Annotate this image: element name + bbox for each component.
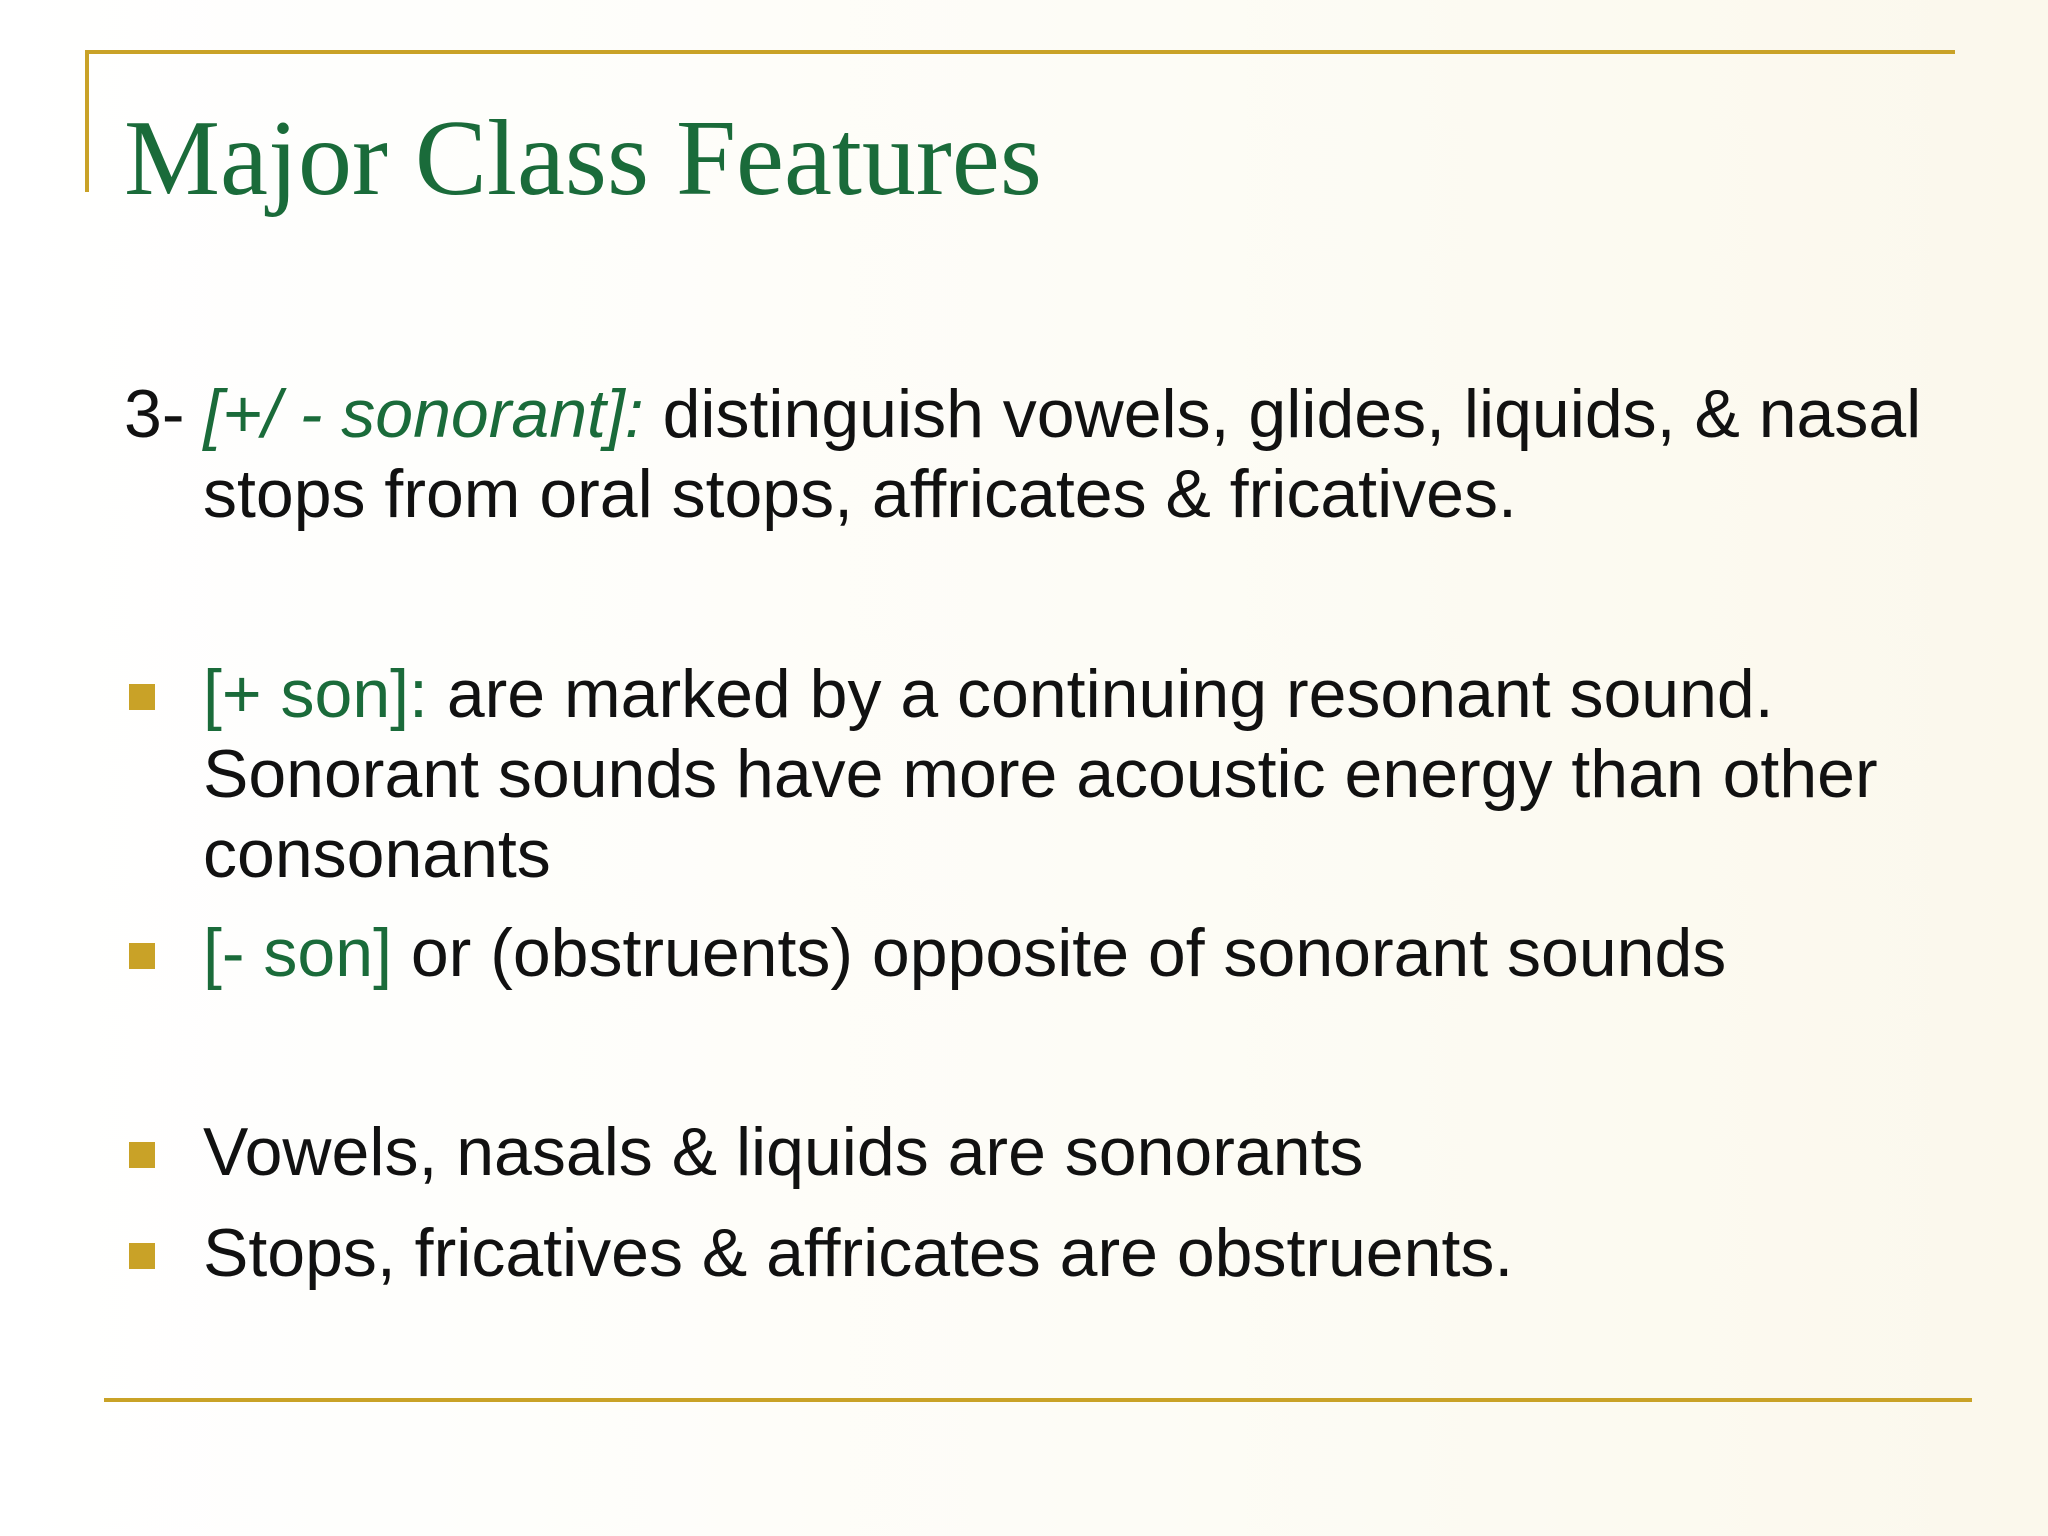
bullet-square-icon (129, 684, 155, 710)
bullet-obstruents (203, 1213, 1963, 1293)
intro-number: 3- (124, 376, 204, 452)
bullet-square-icon (129, 1243, 155, 1269)
bullet-text: Vowels, nasals & liquids are sonorants (203, 1114, 1364, 1190)
bullet-text: are marked by a continuing resonant sound. Sonorant sounds have more acoustic energy than other consonants (203, 656, 1878, 892)
bullet-term: [+ son]: (203, 656, 428, 732)
slide-title: Major Class Features (124, 99, 1042, 218)
bullet-sonorants (203, 1112, 1963, 1192)
top-rule (85, 50, 1955, 54)
bullet-text: or (obstruents) opposite of sonorant sounds (391, 915, 1727, 991)
intro-term: [+/ - sonorant]: (203, 376, 644, 452)
intro-paragraph (124, 374, 2023, 534)
left-rule (85, 50, 89, 192)
bullet-plus-son (203, 654, 1963, 894)
intro-text: distinguish vowels, glides, liquids, & nasal stops from oral stops, affricates & fricatives. (203, 376, 1922, 532)
bullet-square-icon (129, 1142, 155, 1168)
bullet-minus-son (203, 913, 1963, 993)
bullet-text: Stops, fricatives & affricates are obstruents. (203, 1215, 1514, 1291)
bullet-square-icon (129, 943, 155, 969)
bullet-term: [- son] (203, 915, 392, 991)
bottom-rule (104, 1398, 1972, 1402)
